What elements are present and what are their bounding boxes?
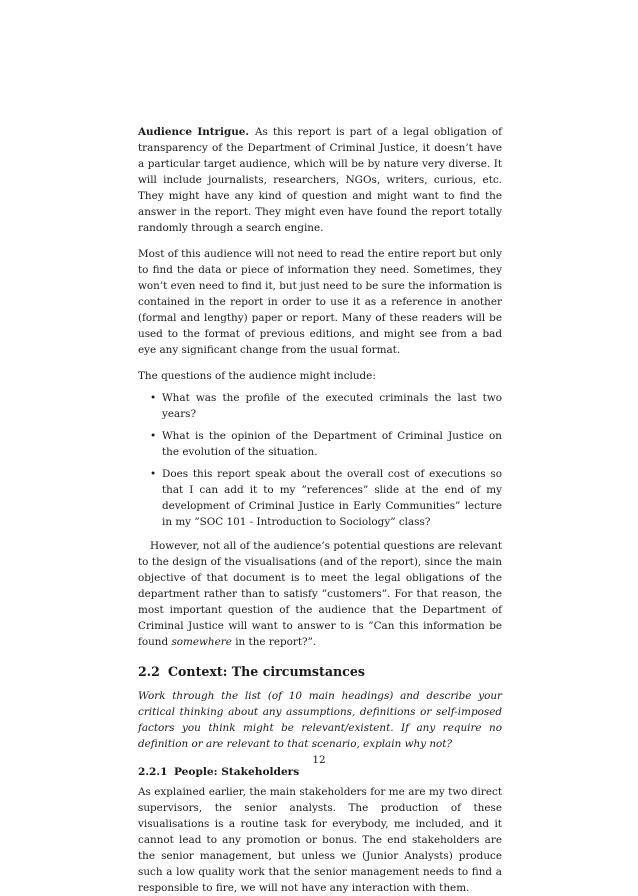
list-item (150, 428, 502, 460)
body-paragraph: Most of this audience will not need to read the entire report but only to find the data or piece of information they need. Sometimes, they won’t even need to find it, but just need to be sure the information is contained in the report in order to use it as a reference in another (formal and lengthy) paper or report. Many of these readers will be used to the format of previous editions, and might see from a bad eye any significant change from the usual format. (138, 248, 502, 356)
section-instruction: Work through the list (of 10 main headings) and describe your critical thinking about any assumptions, definitions or self-imposed factors you think might be relevant/existent. If any require no definition or are relevant to that scenario, explain why not? (138, 690, 502, 750)
section-heading (138, 664, 502, 680)
subsection-number: 2.2.1 (138, 766, 168, 778)
list-item (150, 466, 502, 530)
page-content (138, 124, 502, 896)
body-paragraph: As explained earlier, the main stakeholders for me are my two direct supervisors, the senior analysts. The production of these visualisations is a routine task for everybody, me included, and it cannot lead to any promotion or bonus. The end stakeholders are the senior management, but unless we (Junior Analysts) produce such a low quality work that the senior management needs to find a responsible to fire, we will not have any interaction with them. (138, 786, 502, 894)
questions-intro: The questions of the audience might include: (138, 370, 376, 382)
section-title: Context: The circumstances (168, 664, 365, 679)
subsection-heading (138, 764, 502, 780)
page-number: 12 (312, 754, 326, 766)
list-item (150, 390, 502, 422)
questions-list (138, 390, 502, 530)
run-in-heading: Audience Intrigue. (138, 126, 250, 138)
body-paragraph: However, not all of the audience’s potential questions are relevant to the design of the visualisations (and of the report), since the main objective of that document is to meet the legal obligations of the department rather than to satisfy ”customers”. For that reason, the most important question of the audience that the Department of Criminal Justice will want to answer to is ”Can this information be found somewhere in the report?”. (138, 540, 502, 648)
list-item-text: What was the profile of the executed criminals the last two years? (162, 392, 502, 420)
list-item-text: Does this report speak about the overall cost of executions so that I can add it to my ”references” slide at the end of my development of Criminal Justice in Early Communities” lecture in my ”SOC 101 - Introduction to Sociology” class? (162, 468, 502, 528)
list-item-text: What is the opinion of the Department of Criminal Justice on the evolution of the situation. (162, 430, 502, 458)
paragraph-text: As this report is part of a legal obligation of transparency of the Department of Criminal Justice, it doesn’t have a particular target audience, which will be by nature very diverse. It will include journalists, researchers, NGOs, writers, curious, etc. They might have any kind of question and might want to find the answer in the report. They might even have found the report totally randomly through a search engine. (138, 126, 503, 234)
subsection-title: People: Stakeholders (174, 766, 300, 778)
bullet-icon: • (150, 430, 157, 442)
section-number: 2.2 (138, 664, 160, 679)
emphasized-word: somewhere (171, 636, 232, 648)
bullet-icon: • (150, 468, 157, 480)
audience-intrigue-paragraph (138, 124, 502, 236)
bullet-icon: • (150, 392, 157, 404)
